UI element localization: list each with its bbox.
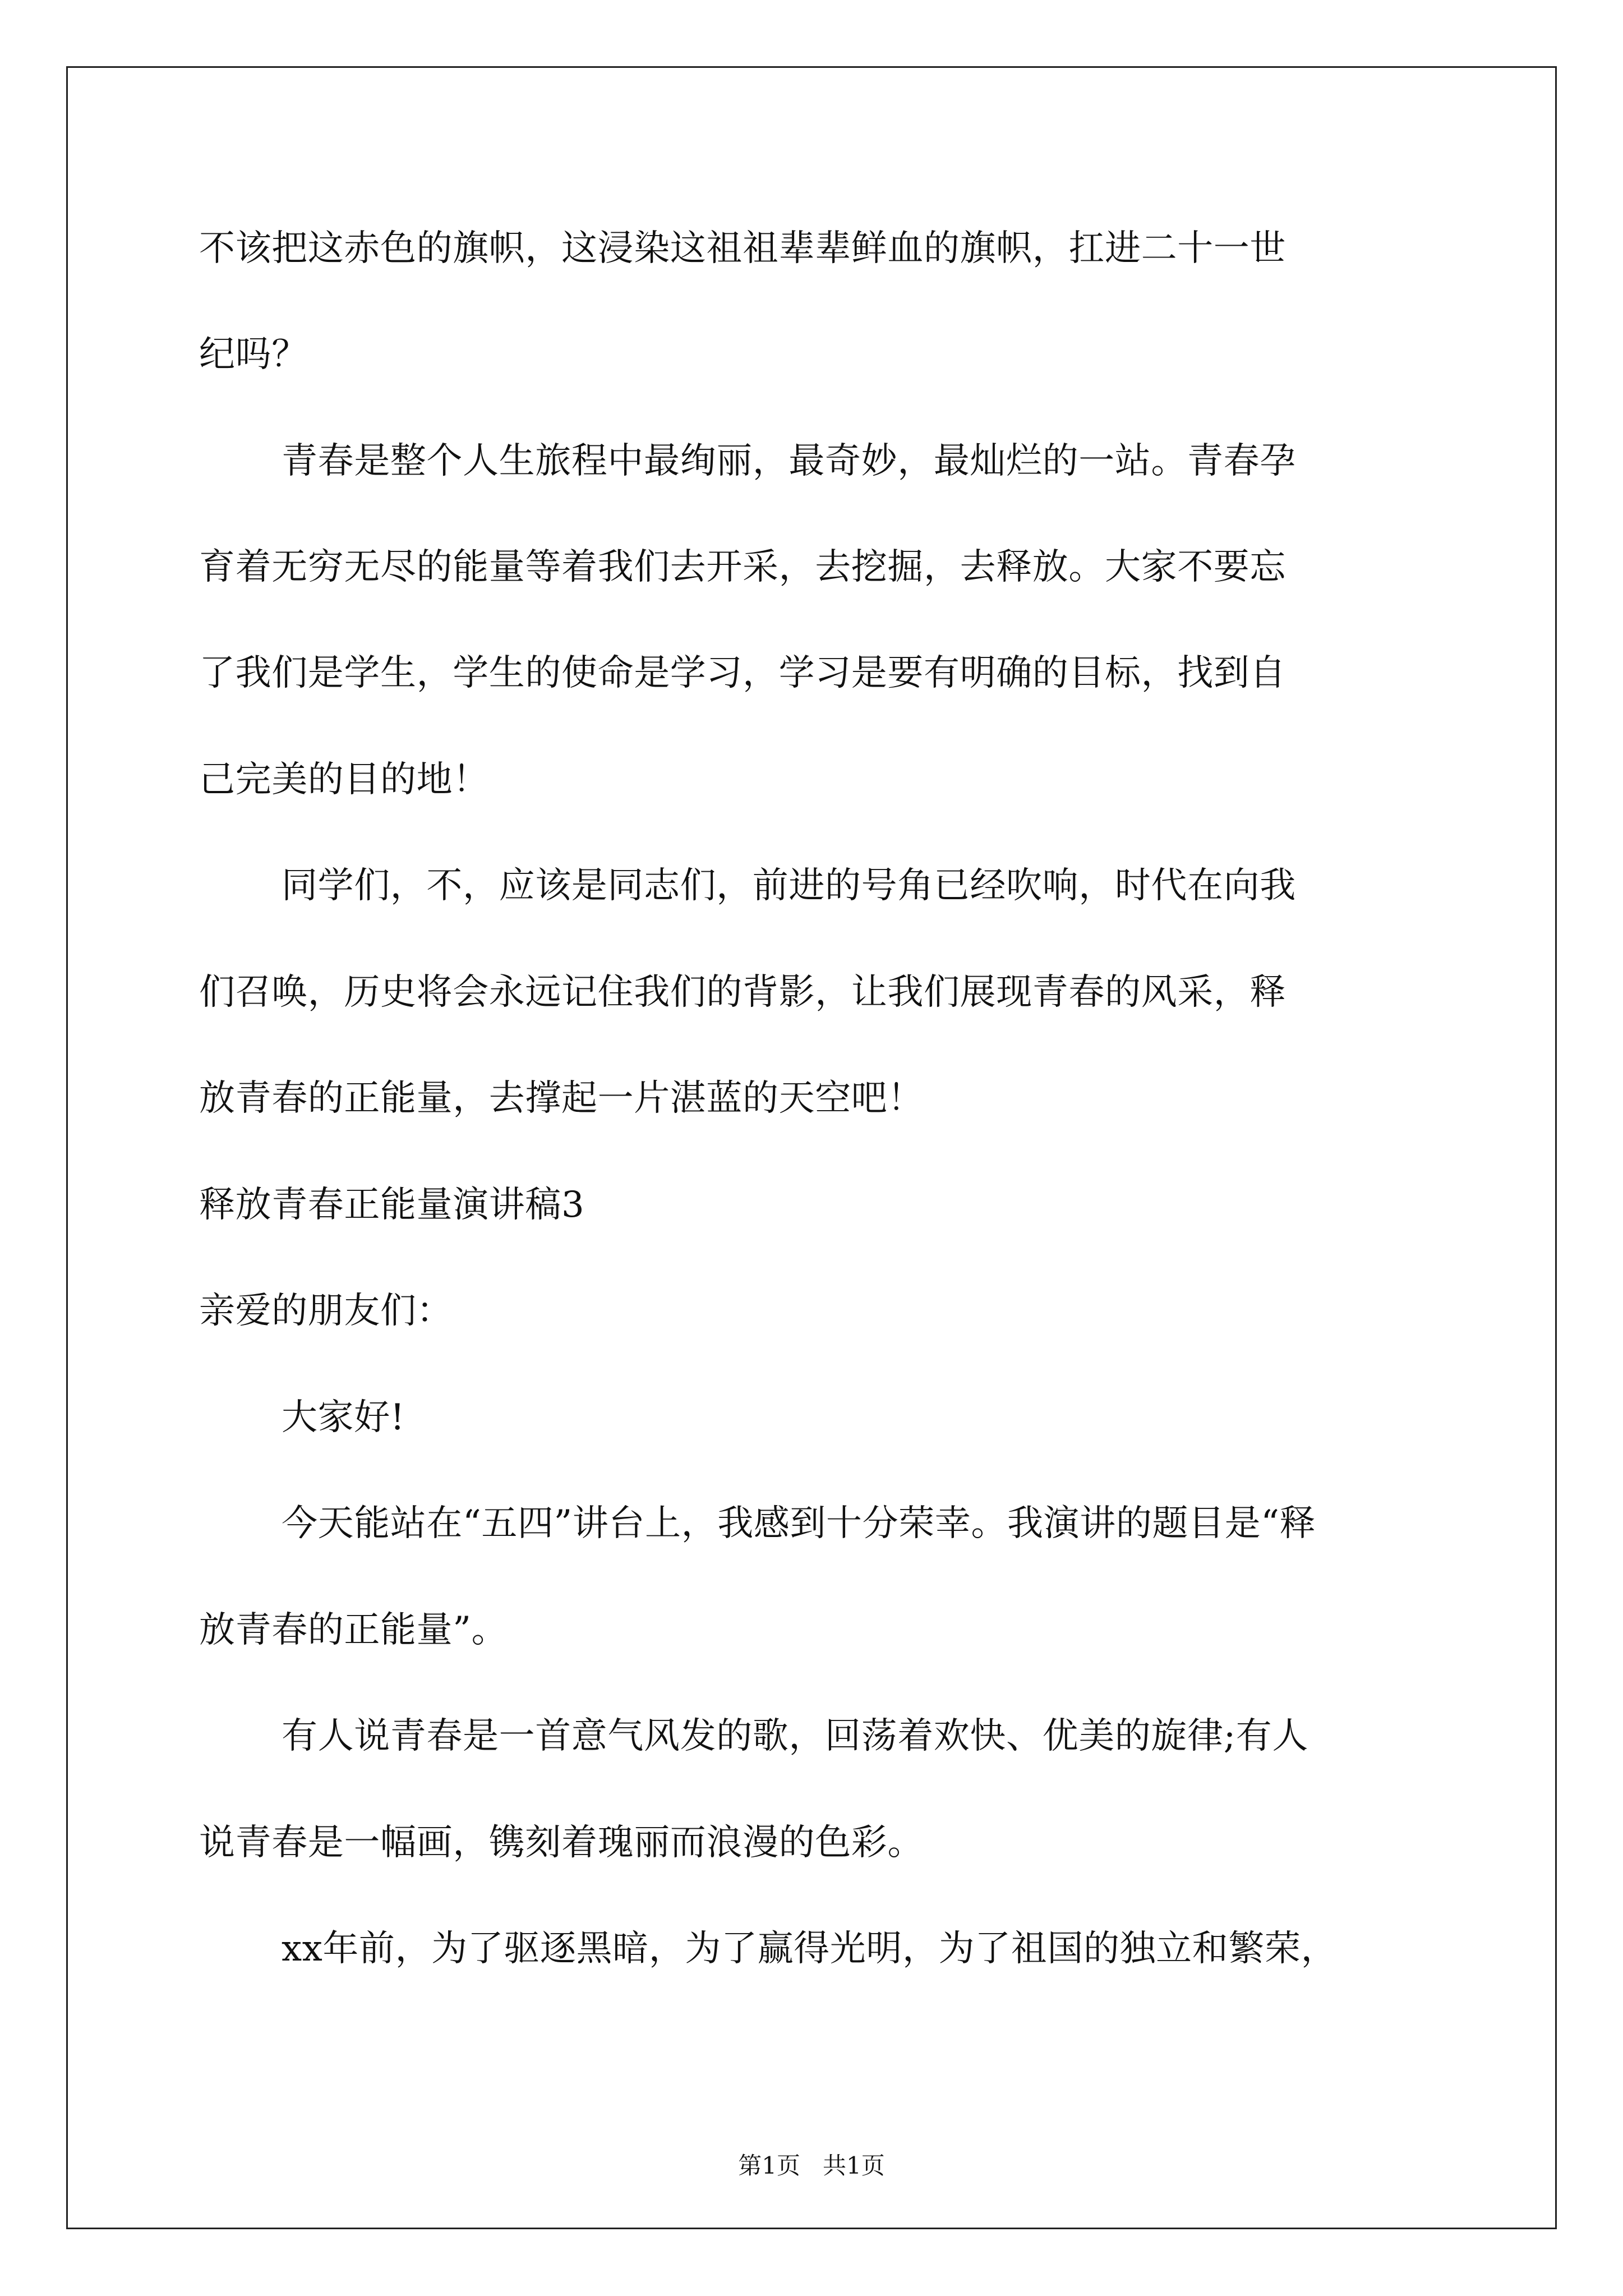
page-border [66, 66, 1557, 2229]
text-line: 放青春的正能量，去撑起一片湛蓝的天空吧！ [199, 1078, 924, 1119]
text-line: 放青春的正能量”。 [199, 1609, 508, 1651]
text-line: 了我们是学生，学生的使命是学习，学习是要有明确的目标，找到自 [199, 652, 1286, 694]
paragraph-line: xx年前，为了驱逐黑暗，为了赢得光明，为了祖国的独立和繁荣， [282, 1928, 1338, 1970]
greeting: 大家好! [282, 1397, 405, 1438]
text-line: 不该把这赤色的旗帜，这浸染这祖祖辈辈鲜血的旗帜，扛进二十一世 [199, 228, 1286, 269]
paragraph-line: 今天能站在“五四”讲台上，我感到十分荣幸。我演讲的题目是“释 [282, 1503, 1316, 1544]
paragraph-line: 青春是整个人生旅程中最绚丽，最奇妙，最灿烂的一站。青春孕 [282, 440, 1296, 482]
text-line: 己完美的目的地！ [199, 759, 489, 800]
text-line: 纪吗？ [199, 334, 308, 375]
page-footer: 第1页 共1页 [738, 2152, 885, 2179]
section-heading: 释放青春正能量演讲稿3 [199, 1184, 585, 1226]
paragraph-line: 有人说青春是一首意气风发的歌，回荡着欢快、优美的旋律;有人 [282, 1715, 1308, 1757]
text-line: 们召唤，历史将会永远记住我们的背影，让我们展现青春的风采，释 [199, 972, 1286, 1013]
text-line: 育着无穷无尽的能量等着我们去开采，去挖掘，去释放。大家不要忘 [199, 546, 1286, 588]
salutation: 亲爱的朋友们： [199, 1290, 453, 1332]
text-line: 说青春是一幅画，镌刻着瑰丽而浪漫的色彩。 [199, 1822, 924, 1864]
paragraph-line: 同学们，不，应该是同志们，前进的号角已经吹响，时代在向我 [282, 865, 1296, 907]
